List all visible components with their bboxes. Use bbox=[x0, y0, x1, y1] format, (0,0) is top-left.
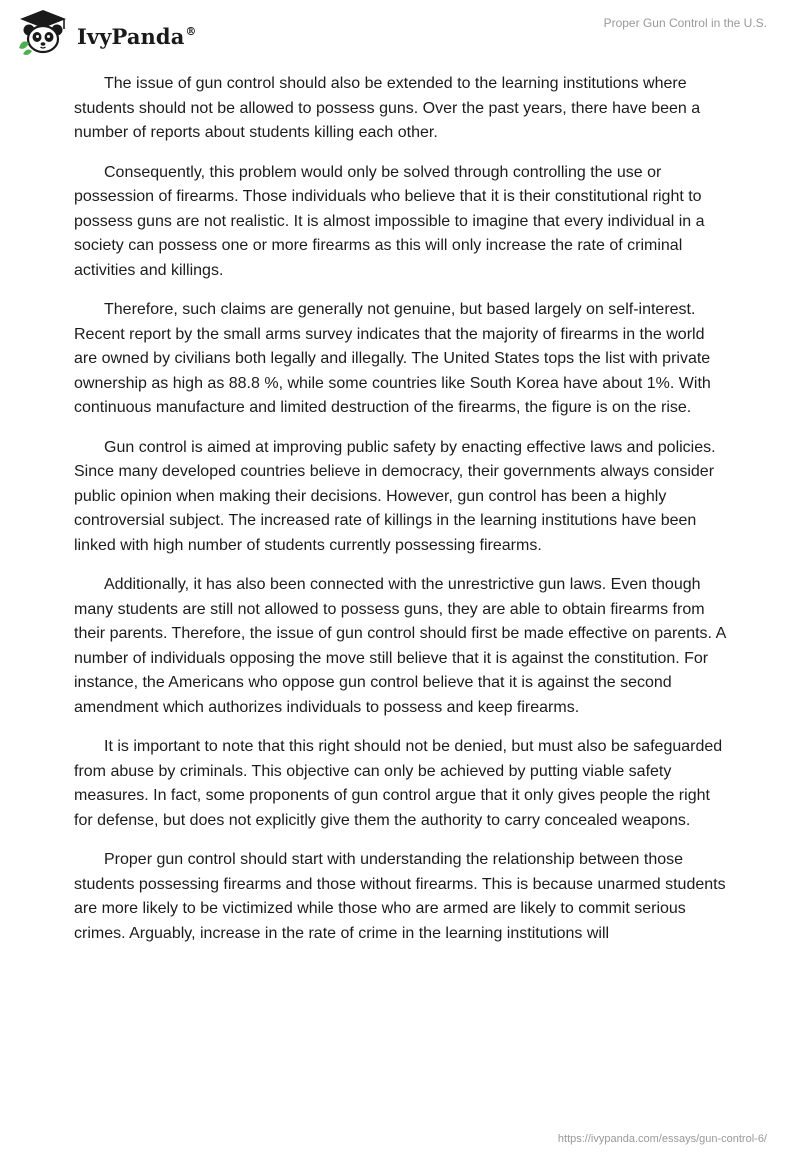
essay-body bbox=[74, 72, 726, 961]
brand-logo[interactable] bbox=[14, 8, 197, 58]
paragraph: Gun control is aimed at improving public safety by enacting effective laws and policies. Since many developed countries believe in democracy, their governments always consider public opinion when making their decisions. However, gun control has been a highly controversial subject. The increased rate of killings in the learning institutions have been linked with high number of students currently possessing firearms. bbox=[74, 438, 716, 554]
paragraph: Consequently, this problem would only be solved through controlling the use or possession of firearms. Those individuals who believe that it is their constitutional right to possess guns are not realistic. It is almost impossible to imagine that every individual in a society can possess one or more firearms as this will only increase the rate of criminal activities and killings. bbox=[74, 163, 705, 279]
paragraph: Additionally, it has also been connected with the unrestrictive gun laws. Even though many students are still not allowed to possess guns, they are able to obtain firearms from their parents. Therefore, the issue of gun control should first be made effective on parents. A number of individuals opposing the move still believe that it is against the constitution. For instance, the Americans who oppose gun control believe that it is against the second amendment which authorizes individuals to possess and keep firearms. bbox=[74, 576, 726, 716]
registered-mark: ® bbox=[185, 24, 197, 38]
page-header bbox=[0, 0, 800, 60]
panda-graduation-cap-icon bbox=[14, 8, 72, 58]
paragraph: It is important to note that this right should not be denied, but must also be safeguarded from abuse by criminals. This objective can only be achieved by putting viable safety measures. In fact, some proponents of gun control argue that it only gives people the right for defense, but does not explicitly give them the authority to carry concealed weapons. bbox=[74, 738, 723, 829]
paragraph: Therefore, such claims are generally not genuine, but based largely on self-interest. Recent report by the small arms survey indicates that the majority of firearms in the world are owned by civilians both legally and illegally. The United States tops the list with private ownership as high as 88.8 %, while some countries like South Korea have about 1%. With continuous manufacture and limited destruction of the firearms, the figure is on the rise. bbox=[74, 301, 711, 416]
source-url[interactable]: https://ivypanda.com/essays/gun-control-6/ bbox=[557, 1133, 767, 1145]
document-title: Proper Gun Control in the U.S. bbox=[603, 16, 767, 30]
paragraph: Proper gun control should start with understanding the relationship between those students possessing firearms and those without firearms. This is because unarmed students are more likely to be victimized while those who are armed are likely to commit serious crimes. Arguably, increase in the rate of crime in the learning institutions will bbox=[74, 851, 726, 942]
paragraph: The issue of gun control should also be extended to the learning institutions where students should not be allowed to possess guns. Over the past years, there have been a number of reports about students killing each other. bbox=[74, 75, 701, 141]
brand-name: IvyPanda® bbox=[77, 23, 197, 49]
